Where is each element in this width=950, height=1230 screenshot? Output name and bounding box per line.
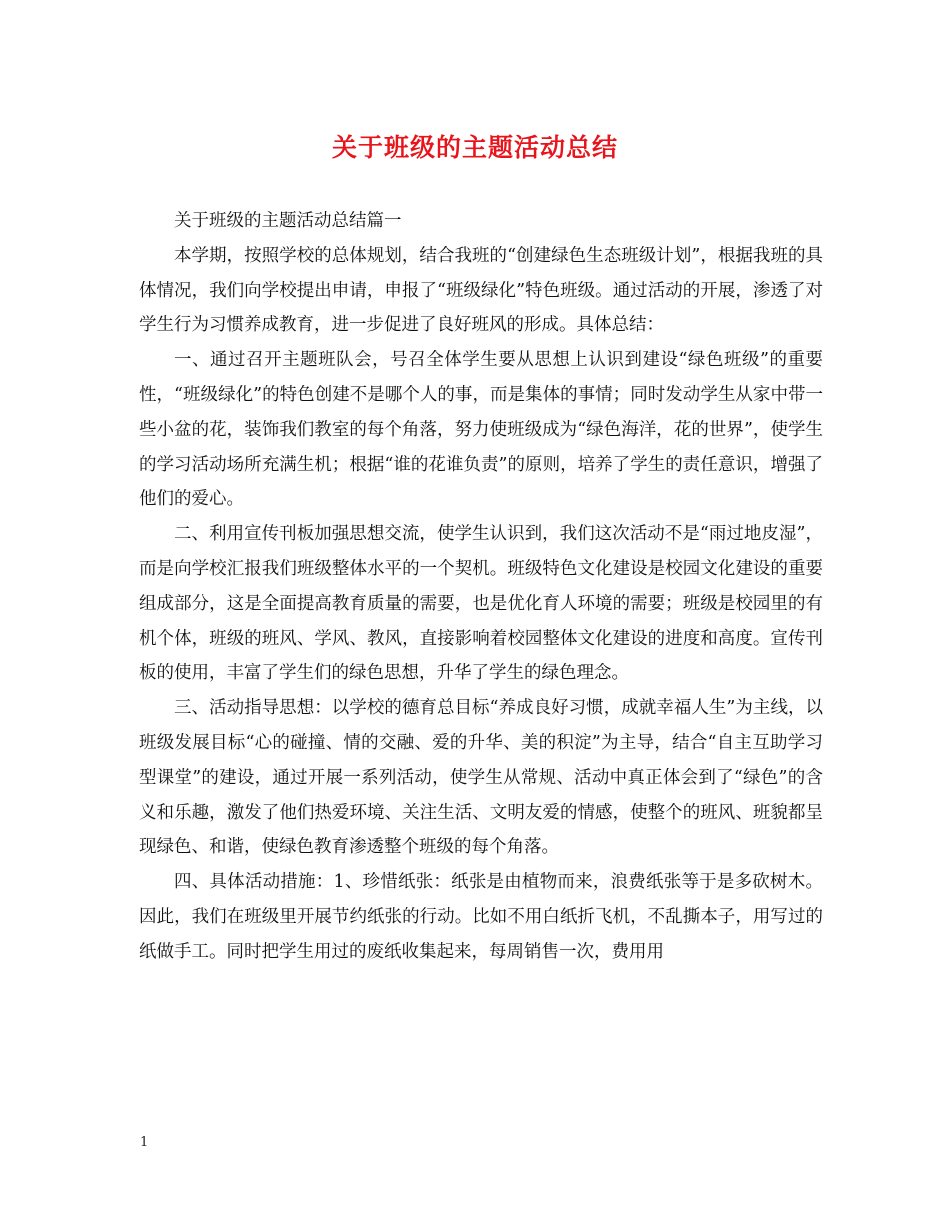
document-title: 关于班级的主题活动总结 xyxy=(331,133,618,162)
paragraph-intro: 本学期，按照学校的总体规划，结合我班的“创建绿色生态班级计划”，根据我班的具体情况，我们向学校提出申请，申报了“班级绿化”特色班级。通过活动的开展，渗透了对学生行为习惯养成教育，进一步促进了良好班风的形成。具体总结： xyxy=(139,245,823,336)
paragraph-point-1: 一、通过召开主题班队会，号召全体学生要从思想上认识到建设“绿色班级”的重要性，“班级绿化”的特色创建不是哪个人的事，而是集体的事情；同时发动学生从家中带一些小盆的花，装饰我们教室的每个角落，努力使班级成为“绿色海洋，花的世界”，使学生的学习活动场所充满生机；根据“谁的花谁负责”的原则，培养了学生的责任意识，增强了他们的爱心。 xyxy=(139,350,823,510)
paragraph-point-4: 四、具体活动措施：1、珍惜纸张：纸张是由植物而来，浪费纸张等于是多砍树木。因此，我们在班级里开展节约纸张的行动。比如不用白纸折飞机，不乱撕本子，用写过的纸做手工。同时把学生用过的废纸收集起来，每周销售一次，费用用 xyxy=(139,872,823,962)
paragraph-point-3: 三、活动指导思想：以学校的德育总目标“养成良好习惯，成就幸福人生”为主线，以班级发展目标“心的碰撞、情的交融、爱的升华、美的积淀”为主导，结合“自主互助学习型课堂”的建设，通过开展一系列活动，使学生从常规、活动中真正体会到了“绿色”的含义和乐趣，激发了他们热爱环境、关注生活、文明友爱的情感，使整个的班风、班貌都呈现绿色、和谐，使绿色教育渗透整个班级的每个角落。 xyxy=(139,698,823,858)
section-heading: 关于班级的主题活动总结篇一 xyxy=(174,211,402,231)
document-body xyxy=(139,204,823,970)
page-number: 1 xyxy=(140,1135,149,1150)
paragraph-point-2: 二、利用宣传刊板加强思想交流，使学生认识到，我们这次活动不是“雨过地皮湿”，而是向学校汇报我们班级整体水平的一个契机。班级特色文化建设是校园文化建设的重要组成部分，这是全面提高教育质量的需要，也是优化育人环境的需要；班级是校园里的有机个体，班级的班风、学风、教风，直接影响着校园整体文化建设的进度和高度。宣传刊板的使用，丰富了学生们的绿色思想，升华了学生的绿色理念。 xyxy=(139,524,823,684)
